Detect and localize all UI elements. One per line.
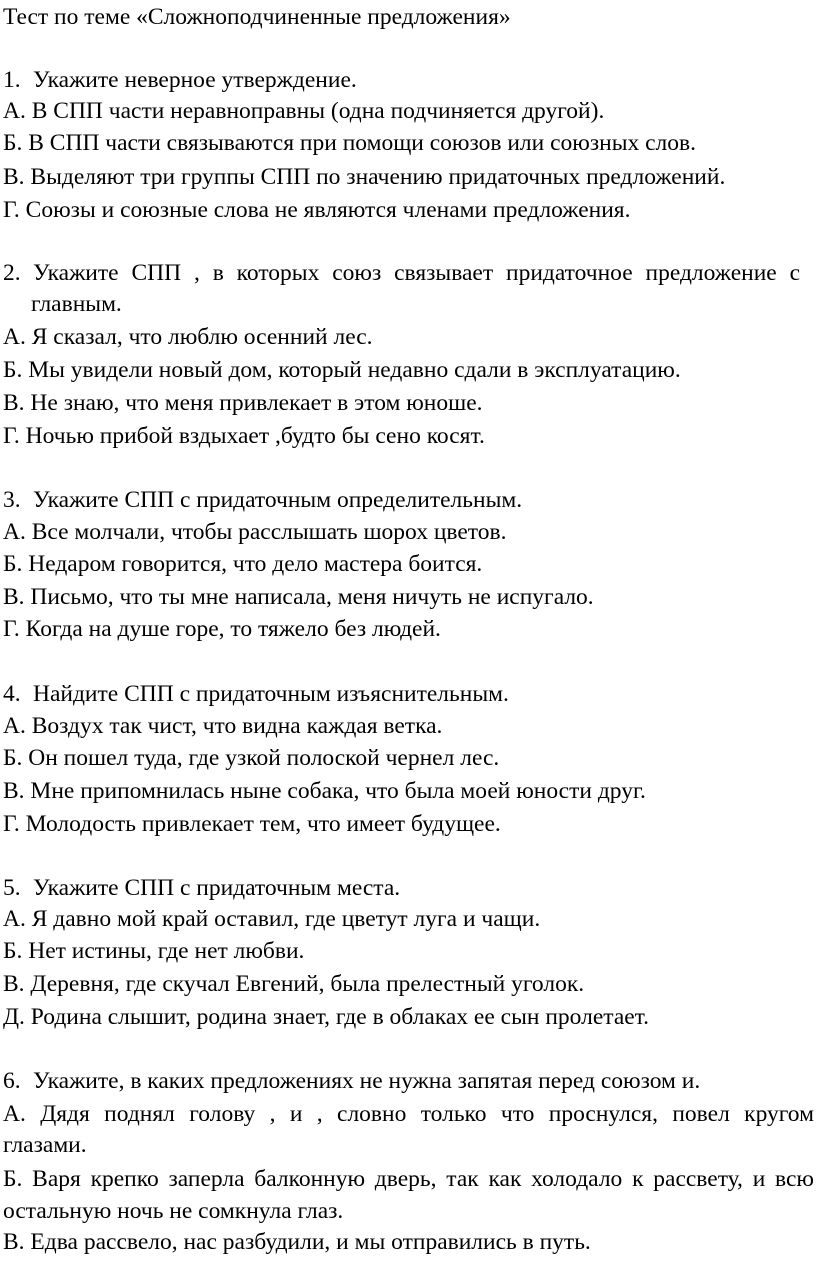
answer-option: В. Не знаю, что меня привлекает в этом юноше.: [3, 390, 483, 416]
question-5: [3, 873, 814, 903]
answer-option: Г. Ночью прибой вздыхает ,будто бы сено косят.: [3, 423, 485, 449]
question-text: Найдите СПП с придаточным изъяснительным.: [33, 681, 509, 707]
document-title: Тест по теме «Сложноподчиненные предложения»: [3, 4, 511, 30]
answer-option: А. Дядя поднял голову , и , словно только что проснулся, повел кругом: [3, 1101, 814, 1127]
answer-option: Б. Варя крепко заперла балконную дверь, так как холодало к рассвету, и всю: [3, 1166, 814, 1192]
answer-option: Б. Недаром говорится, что дело мастера боится.: [3, 551, 483, 577]
answer-option-continuation: остальную ночь не сомкнула глаз.: [3, 1198, 344, 1224]
question-number: 3.: [3, 487, 21, 513]
answer-option: А. Я давно мой край оставил, где цветут луга и чащи.: [3, 906, 541, 932]
question-text: Укажите СПП , в которых союз связывает придаточное предложение с: [33, 260, 801, 286]
question-3: [3, 485, 814, 515]
answer-option: В. Письмо, что ты мне написала, меня ничуть не испугало.: [3, 584, 594, 610]
question-1: [3, 65, 814, 95]
question-text: Укажите неверное утверждение.: [33, 67, 357, 93]
answer-option-continuation: глазами.: [3, 1132, 87, 1158]
answer-option: Б. В СПП части связываются при помощи союзов или союзных слов.: [3, 130, 696, 156]
question-text: Укажите СПП с придаточным определительным.: [33, 487, 523, 513]
answer-option: Г. Когда на душе горе, то тяжело без людей.: [3, 616, 441, 642]
answer-option: Б. Он пошел туда, где узкой полоской чернел лес.: [3, 745, 500, 771]
question-text-continuation: главным.: [31, 291, 122, 317]
answer-option: Г. Союзы и союзные слова не являются членами предложения.: [3, 197, 631, 223]
question-number: 4.: [3, 681, 21, 707]
question-text: Укажите СПП с придаточным места.: [33, 875, 401, 901]
question-2: [3, 258, 814, 288]
question-6: [3, 1066, 814, 1096]
answer-option: В. Деревня, где скучал Евгений, была прелестный уголок.: [3, 971, 585, 997]
answer-option: Б. Нет истины, где нет любви.: [3, 938, 305, 964]
question-number: 6.: [3, 1068, 21, 1094]
answer-option: А. Все молчали, чтобы расслышать шорох цветов.: [3, 519, 507, 545]
answer-option: А. Воздух так чист, что видна каждая ветка.: [3, 713, 443, 739]
question-number: 2.: [3, 260, 21, 286]
answer-option: Г. Молодость привлекает тем, что имеет будущее.: [3, 811, 501, 837]
answer-option: Б. Мы увидели новый дом, который недавно сдали в эксплуатацию.: [3, 357, 681, 383]
answer-option: А. Я сказал, что люблю осенний лес.: [3, 324, 373, 350]
answer-option: В. Едва рассвело, нас разбудили, и мы отправились в путь.: [3, 1229, 591, 1255]
answer-option: В. Мне припомнилась ныне собака, что была моей юности друг.: [3, 778, 646, 804]
answer-option: В. Выделяют три группы СПП по значению придаточных предложений.: [3, 164, 726, 190]
answer-option: Д. Родина слышит, родина знает, где в облаках ее сын пролетает.: [3, 1004, 650, 1030]
question-number: 1.: [3, 67, 21, 93]
question-text: Укажите, в каких предложениях не нужна запятая перед союзом и.: [33, 1068, 701, 1094]
answer-option: А. В СПП части неравноправны (одна подчиняется другой).: [3, 98, 605, 124]
question-4: [3, 679, 814, 709]
question-number: 5.: [3, 875, 21, 901]
